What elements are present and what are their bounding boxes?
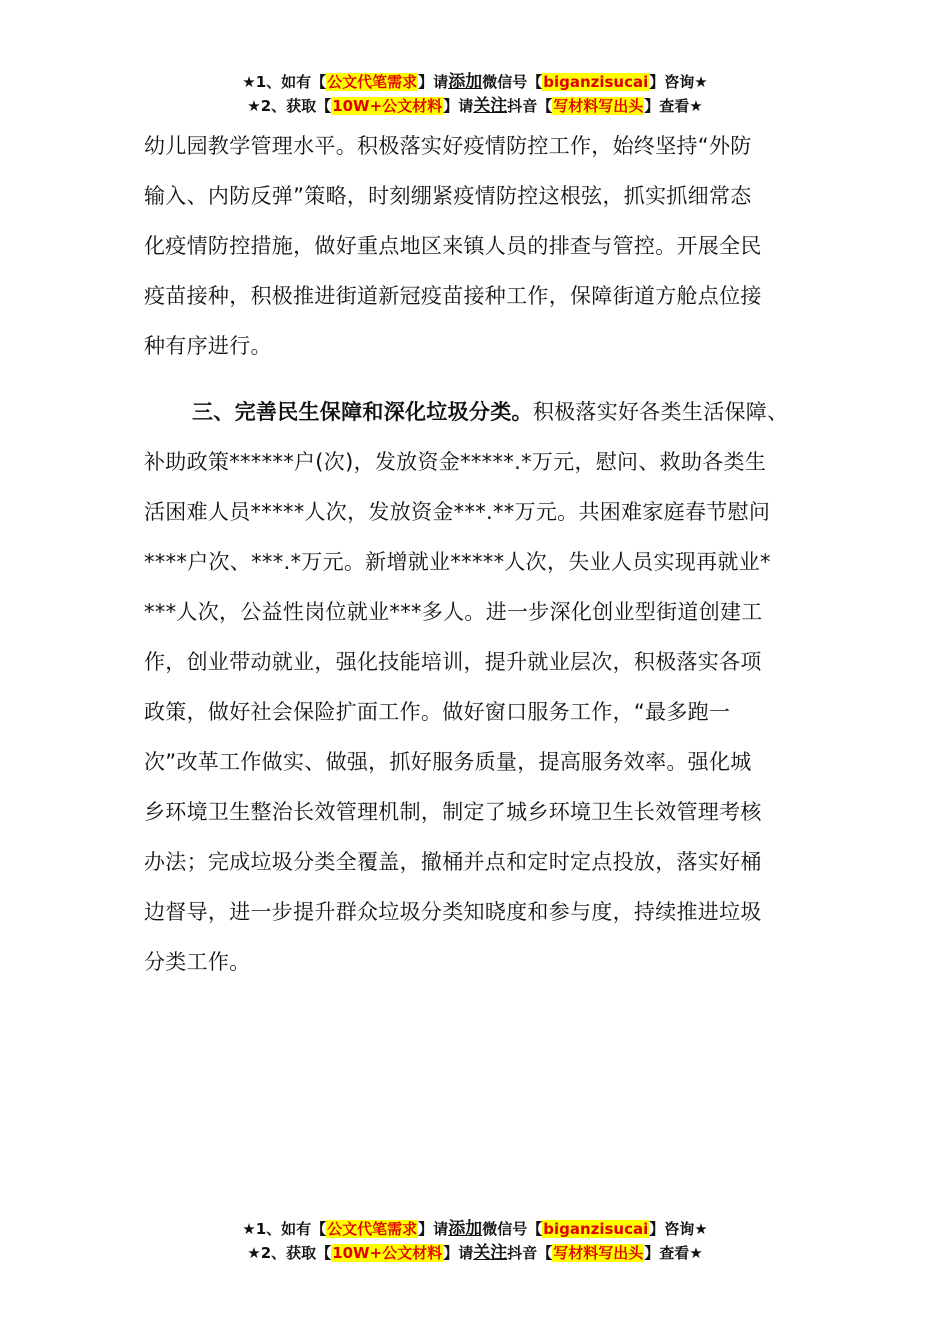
banner-text: 】请 xyxy=(418,1220,449,1238)
banner-line-2 xyxy=(0,94,950,118)
highlight-douyin-account: 写材料写出头 xyxy=(553,1244,644,1262)
banner-line-2 xyxy=(0,1241,950,1265)
banner-text: ★1、如有【 xyxy=(242,1220,327,1238)
banner-text: ★2、获取【 xyxy=(247,97,332,115)
paragraph-2 xyxy=(144,387,808,987)
banner-text: 抖音【 xyxy=(507,1244,553,1262)
footer-banner xyxy=(0,1217,950,1265)
text-line: 乡环境卫生整治长效管理机制，制定了城乡环境卫生长效管理考核 xyxy=(144,800,762,824)
highlight-materials: 10W+公文材料 xyxy=(332,1244,443,1262)
text-line: 化疫情防控措施，做好重点地区来镇人员的排查与管控。开展全民 xyxy=(144,234,762,258)
text-line: 边督导，进一步提升群众垃圾分类知晓度和参与度，持续推进垃圾 xyxy=(144,900,762,924)
text-line: 输入、内防反弹”策略，时刻绷紧疫情防控这根弦，抓实抓细常态 xyxy=(144,184,752,208)
banner-text: 】查看★ xyxy=(644,97,703,115)
banner-line-1 xyxy=(0,1217,950,1241)
banner-text: 微信号【 xyxy=(482,73,543,91)
banner-text: 微信号【 xyxy=(482,1220,543,1238)
underlined-text: 关注 xyxy=(473,1243,508,1263)
text-line: 种有序进行。 xyxy=(144,334,272,358)
text-line: 疫苗接种，积极推进街道新冠疫苗接种工作，保障街道方舱点位接 xyxy=(144,284,762,308)
banner-line-1 xyxy=(0,70,950,94)
banner-text: 】请 xyxy=(443,1244,474,1262)
banner-text: ★1、如有【 xyxy=(242,73,327,91)
text-line: ****户次、***.*万元。新增就业*****人次，失业人员实现再就业* xyxy=(144,550,771,574)
banner-text: ★2、获取【 xyxy=(247,1244,332,1262)
text-line: 活困难人员*****人次，发放资金***.**万元。共困难家庭春节慰问 xyxy=(144,500,771,524)
text-line: ***人次，公益性岗位就业***多人。进一步深化创业型街道创建工 xyxy=(144,600,763,624)
banner-text: 】请 xyxy=(443,97,474,115)
text-run: 积极落实好各类生活保障、 xyxy=(532,400,789,424)
banner-text: 】请 xyxy=(418,73,449,91)
highlight-wechat-id: biganzisucai xyxy=(543,1220,649,1238)
highlight-wechat-id: biganzisucai xyxy=(543,73,649,91)
highlight-douyin-account: 写材料写出头 xyxy=(553,97,644,115)
highlight-service: 公文代笔需求 xyxy=(327,73,418,91)
text-line: 办法；完成垃圾分类全覆盖，撤桶并点和定时定点投放，落实好桶 xyxy=(144,850,762,874)
text-line: 补助政策******户(次)，发放资金*****.*万元，慰问、救助各类生 xyxy=(144,450,767,474)
text-line: 分类工作。 xyxy=(144,950,251,974)
banner-text: 】咨询★ xyxy=(649,73,708,91)
banner-text: 】查看★ xyxy=(644,1244,703,1262)
paragraph-1 xyxy=(144,121,808,371)
paragraph-first-line xyxy=(144,387,808,437)
banner-text: 】咨询★ xyxy=(649,1220,708,1238)
document-body xyxy=(144,121,808,987)
underlined-text: 添加 xyxy=(448,72,483,92)
text-line: 政策，做好社会保险扩面工作。做好窗口服务工作，“最多跑一 xyxy=(144,700,731,724)
text-line: 次”改革工作做实、做强，抓好服务质量，提高服务效率。强化城 xyxy=(144,750,752,774)
highlight-materials: 10W+公文材料 xyxy=(332,97,443,115)
underlined-text: 关注 xyxy=(473,96,508,116)
banner-text: 抖音【 xyxy=(507,97,553,115)
header-banner xyxy=(0,70,950,118)
text-line: 作，创业带动就业，强化技能培训，提升就业层次，积极落实各项 xyxy=(144,650,762,674)
section-heading: 三、完善民生保障和深化垃圾分类。 xyxy=(192,400,533,424)
highlight-service: 公文代笔需求 xyxy=(327,1220,418,1238)
underlined-text: 添加 xyxy=(448,1219,483,1239)
text-line: 幼儿园教学管理水平。积极落实好疫情防控工作，始终坚持“外防 xyxy=(144,134,752,158)
